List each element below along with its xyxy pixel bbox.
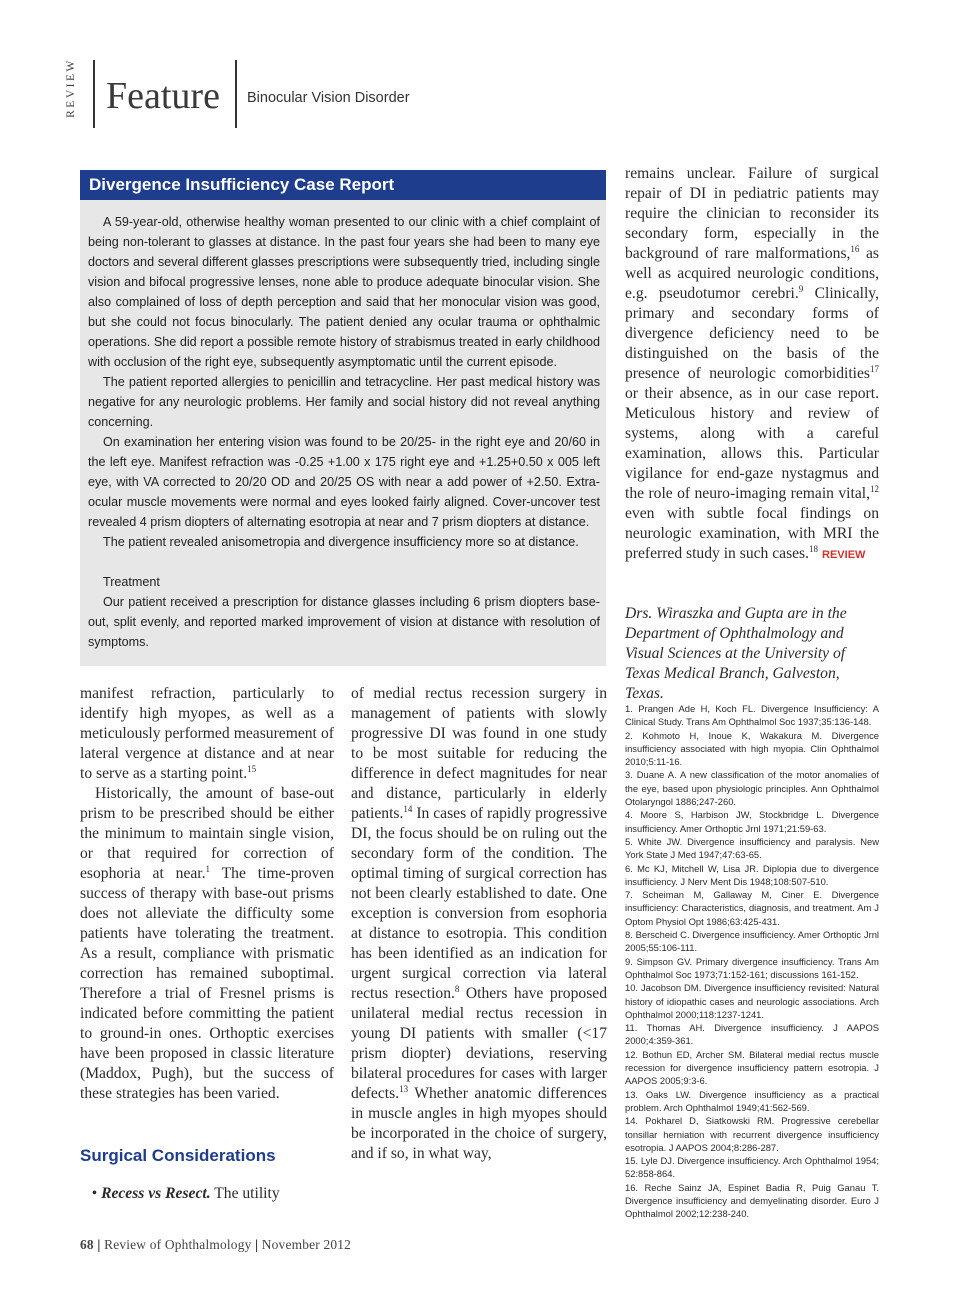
case-report-box bbox=[80, 170, 606, 666]
reference-item: 10. Jacobson DM. Divergence insufficiency revisited: Natural history of idiopathic cases and neurologic associations. Arch Ophthalmol 2000;118:1237-1241. bbox=[625, 982, 879, 1020]
case-paragraph: On examination her entering vision was found to be 20/25- in the right eye and 20/60 in the left eye. Manifest refraction was -0.25 +1.00 x 175 right eye and +1.25+0.50 x 005 left eye, with VA corrected to 20/20 OD and 20/25 OS with near a add power of +2.50. Extra-ocular muscle movements were normal and eyes looked fairly aligned. Cover-uncover test revealed 4 prism diopters of alternating esotropia at near and 7 prism diopters at distance. bbox=[88, 435, 600, 529]
issue-date: November 2012 bbox=[261, 1237, 352, 1252]
surgical-considerations-heading: Surgical Considerations bbox=[80, 1146, 276, 1165]
body-text: of medial rectus recession surgery in management of patients with slowly progressive DI was found in one study to be most suitable for reducing the difference in defect magnitudes for near and distance, particularly in elderly patients. bbox=[351, 685, 607, 822]
reference-item: 7. Scheiman M, Gallaway M, Ciner E. Divergence insufficiency: Characteristics, diagnosis, and treatment. Am J Optom Physiol Opt 1986;63:425-431. bbox=[625, 889, 879, 927]
citation-marker: 13 bbox=[399, 1083, 409, 1094]
body-text: In cases of rapidly progressive DI, the focus should be on ruling out the secondary form of the condition. The optimal timing of surgical correction has not been clearly established to date. One exception is conversion from esophoria at distance to esotropia. This condition has been identified as an indication for urgent surgical correction via lateral rectus resection. bbox=[351, 805, 607, 1002]
body-text: remains unclear. Failure of surgical repair of DI in pediatric patients may require the clinician to reconsider its secondary form, especially in the background of rare malformations, bbox=[625, 165, 879, 262]
body-text: even with subtle focal findings on neurologic examination, with MRI the preferred study in such cases. bbox=[625, 505, 879, 562]
case-paragraph: The patient reported allergies to penicillin and tetracycline. Her past medical history was negative for any neurologic problems. Her family and social history did not reveal anything concerning. bbox=[88, 375, 600, 429]
reference-item: 3. Duane A. A new classification of the motor anomalies of the eye, based upon physiologic principles. Ann Ophthalmol Otolaryngol 1886;247-260. bbox=[625, 769, 879, 808]
reference-item: 8. Berscheid C. Divergence insufficiency. Amer Orthoptic Jrnl 2005;55:106-111. bbox=[625, 929, 879, 954]
bullet-bold-lead: Recess vs Resect. bbox=[101, 1185, 211, 1202]
body-text: or their absence, as in our case report. Meticulous history and review of systems, along with a careful examination, allows this. Particular vigilance for end-gaze nystagmus and the role of neuro-imaging remain vital, bbox=[625, 385, 879, 502]
citation-marker: 8 bbox=[454, 983, 460, 994]
treatment-heading: Treatment bbox=[103, 575, 160, 589]
journal-name: Review of Ophthalmology bbox=[104, 1237, 252, 1252]
case-paragraph: A 59-year-old, otherwise healthy woman presented to our clinic with a chief complaint of being non-tolerant to glasses at distance. In the past four years she had been to many eye doctors and several different glasses prescriptions were subsequently tried, including single vision and bifocal progressive lenses, none able to produce adequate binocular vision. She also complained of loss of depth perception and said that her monocular vision was good, but she could not focus binocularly. The patient denied any ocular trauma or ophthalmic operations. She did report a possible remote history of strabismus treated in early childhood with occlusion of the right eye, subsequently asymptomatic until the current episode. bbox=[88, 215, 600, 369]
case-paragraph: The patient revealed anisometropia and divergence insufficiency more so at distance. bbox=[103, 535, 579, 549]
body-column-3 bbox=[625, 164, 879, 565]
section-title: Binocular Vision Disorder bbox=[247, 90, 410, 106]
citation-marker: 18 bbox=[809, 543, 819, 554]
case-report-header bbox=[80, 170, 606, 200]
body-text: Historically, the amount of base-out prism to be prescribed should be either the minimum to maintain single vision, or that required for correction of esophoria at near. bbox=[80, 785, 334, 882]
reference-item: 14. Pokharel D, Siatkowski RM. Progressive cerebellar tonsillar herniation with recurrent divergence insufficiency esotropia. J AAPOS 2004;8:286-287. bbox=[625, 1115, 879, 1153]
bullet-text: The utility bbox=[210, 1185, 280, 1202]
references-list bbox=[625, 702, 879, 1221]
recess-vs-resect-bullet bbox=[80, 1184, 334, 1204]
citation-marker: 1 bbox=[205, 863, 211, 874]
citation-marker: 15 bbox=[247, 763, 257, 774]
body-text: Clinically, primary and secondary forms of divergence deficiency need to be distinguished on the basis of the presence of neurologic comorbidities bbox=[625, 285, 879, 382]
review-vertical-text: REVIEW bbox=[65, 58, 77, 118]
body-text: manifest refraction, particularly to identify high myopes, as well as a meticulously performed measurement of lateral vergence at distance and at near to serve as a starting point. bbox=[80, 685, 334, 782]
reference-item: 11. Thomas AH. Divergence insufficiency. J AAPOS 2000;4:359-361. bbox=[625, 1022, 879, 1047]
case-report-title: Divergence Insufficiency Case Report bbox=[89, 175, 395, 194]
reference-item: 1. Prangen Ade H, Koch FL. Divergence Insufficiency: A Clinical Study. Trans Am Ophthalmol Soc 1937;35:136-148. bbox=[625, 703, 879, 728]
header-divider-right bbox=[235, 60, 237, 128]
feature-title: Feature bbox=[106, 75, 220, 117]
reference-item: 5. White JW. Divergence insufficiency and paralysis. New York State J Med 1947;47:63-65. bbox=[625, 835, 879, 861]
reference-item: 12. Bothun ED, Archer SM. Bilateral medial rectus muscle recession for divergence insufficiency pattern esotropia. J AAPOS 2005;9:3-6. bbox=[625, 1048, 879, 1087]
treatment-text: Our patient received a prescription for distance glasses including 6 prism diopters base-out, split evenly, and reported marked improvement of vision at distance with resolution of symptoms. bbox=[88, 595, 600, 649]
review-vertical-label bbox=[60, 58, 82, 128]
bullet-dot: • bbox=[80, 1185, 102, 1202]
body-column-2 bbox=[351, 684, 607, 1164]
body-paragraph bbox=[625, 164, 879, 565]
review-end-mark: REVIEW bbox=[822, 549, 866, 561]
reference-item: 6. Mc KJ, Mitchell W, Lisa JR. Diplopia due to divergence insufficiency. J Nerv Ment Dis 1948;108:507-510. bbox=[625, 862, 879, 887]
body-text: Others have proposed unilateral medial rectus recession in young DI patients with smaller (<17 prism diopter) deviations, reserving bilateral procedures for cases with larger defects. bbox=[351, 985, 607, 1102]
reference-item: 13. Oaks LW. Divergence insufficiency as a practical problem. Arch Ophthalmol 1949;41:562-569. bbox=[625, 1088, 879, 1113]
citation-marker: 16 bbox=[850, 243, 860, 254]
paragraph-gap bbox=[88, 552, 600, 572]
body-paragraph bbox=[351, 684, 607, 1164]
reference-item: 15. Lyle DJ. Divergence insufficiency. Arch Ophthalmol 1954; 52:858-864. bbox=[625, 1155, 879, 1180]
body-text: as well as acquired neurologic conditions, e.g. pseudotumor cerebri. bbox=[625, 245, 879, 302]
reference-item: 2. Kohmoto H, Inoue K, Wakakura M. Divergence insufficiency associated with high myopia. Clin Ophthalmol 2010;5:11-16. bbox=[625, 729, 879, 768]
reference-item: 4. Moore S, Harbison JW, Stockbridge L. Divergence insufficiency. Amer Orthoptic Jrnl 1971;21:59-63. bbox=[625, 809, 879, 834]
citation-marker: 12 bbox=[870, 483, 879, 494]
page-number: 68 bbox=[80, 1237, 94, 1252]
body-text: The time-proven success of therapy with base-out prisms does not alleviate the difficulty some patients have tolerating the treatment. As a result, compliance with prismatic correction has remained suboptimal. Therefore a trial of Fresnel prisms is indicated before committing the patient to ground-in ones. Orthoptic exercises have been proposed in classic literature (Maddox, Pugh), but the success of these strategies has been varied. bbox=[80, 865, 335, 1102]
citation-marker: 14 bbox=[403, 803, 413, 814]
body-paragraph bbox=[80, 784, 334, 1104]
citation-marker: 17 bbox=[870, 363, 879, 374]
body-text: Whether anatomic differences in muscle angles in high myopes should be incorporated in the choice of surgery, and if so, in what way, bbox=[351, 1085, 607, 1162]
author-note: Drs. Wiraszka and Gupta are in the Department of Ophthalmology and Visual Sciences at the University of Texas Medical Branch, Galveston, Texas. bbox=[625, 605, 847, 702]
footer-separator: | bbox=[97, 1237, 101, 1252]
reference-item: 16. Reche Sainz JA, Espinet Badia R, Puig Ganau T. Divergence insufficiency and demyelinating disorder. Euro J Ophthalmol 2002;12:238-240. bbox=[625, 1181, 879, 1220]
reference-item: 9. Simpson GV. Primary divergence insufficiency. Trans Am Ophthalmol Soc 1973;71:152-161; discussions 161-152. bbox=[625, 955, 879, 980]
case-report-body bbox=[88, 212, 600, 652]
citation-marker: 9 bbox=[798, 283, 804, 294]
body-paragraph bbox=[80, 684, 334, 784]
footer-separator: | bbox=[255, 1237, 259, 1252]
header-divider-left bbox=[93, 60, 95, 128]
page-footer bbox=[80, 1237, 351, 1253]
body-column-1 bbox=[80, 684, 334, 1104]
